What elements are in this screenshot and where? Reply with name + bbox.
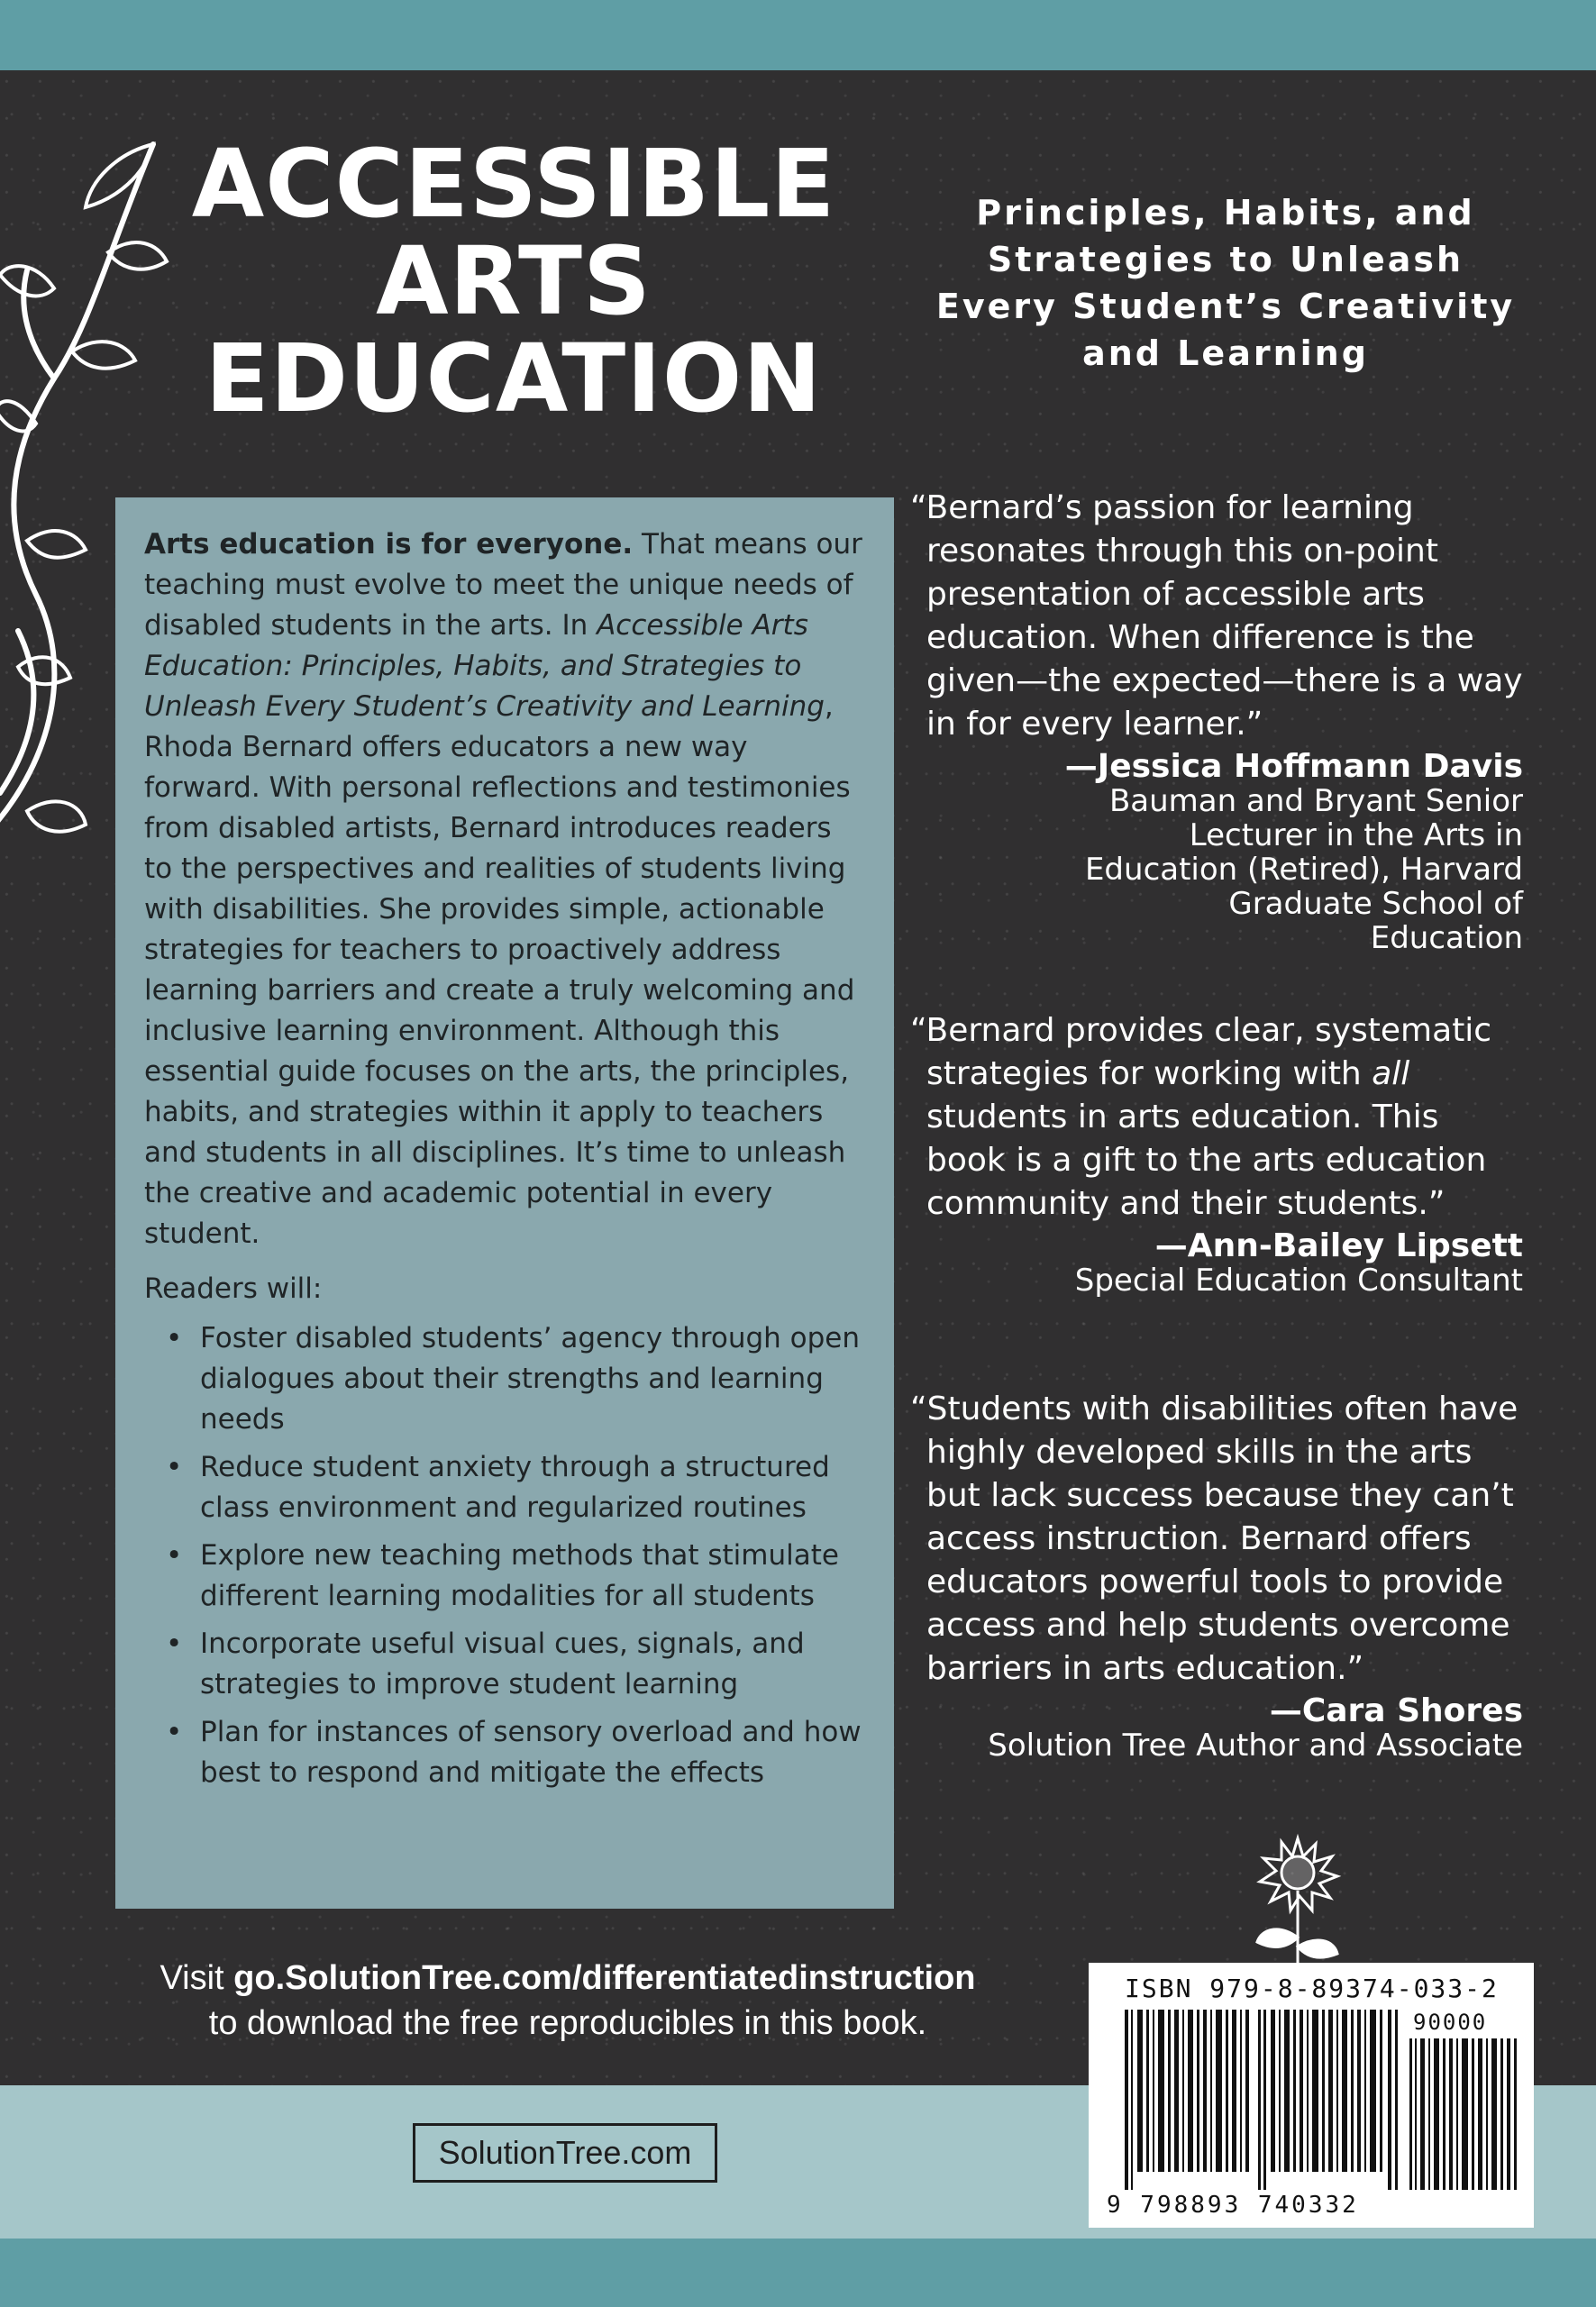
endorsement-text: “Bernard’s passion for learning resonates through this on-point presentation of accessible arts education. When difference is the given—the expected—there is a way in for every learner.” [910,489,1523,743]
endorser-name: —Ann-Bailey Lipsett [1154,1227,1523,1264]
list-item: • Plan for instances of sensory overload and how best to respond and mitigate the effects [144,1712,865,1793]
book-title [117,129,910,433]
visit-prefix: Visit [160,1959,234,1997]
ean-number: 9 798893 740332 [1107,2192,1359,2219]
title-line-1: ACCESSIBLE [191,129,836,239]
endorsement-attribution [910,1694,1523,1763]
endorser-role: Special Education Consultant [1074,1263,1523,1299]
endorsement-2 [910,1009,1523,1298]
sunflower-logo-icon [1244,1829,1352,1974]
endorsement-text-after: students in arts education. This book is a gift to the arts education community and their students.” [926,1099,1487,1222]
reproducibles-link[interactable]: go.SolutionTree.com/differentiatedinstruction [233,1959,976,1997]
price-barcode-bars-icon [1409,2038,1519,2190]
endorser-name: —Cara Shores [1269,1692,1523,1729]
endorsement-3 [910,1388,1523,1763]
endorsement-text-emphasis: all [1372,1055,1410,1092]
subtitle-line-3: Every Student’s Creativity [935,287,1516,326]
visit-line-2: to download the free reproducibles in this book. [208,2004,927,2042]
list-item: • Incorporate useful visual cues, signals, and strategies to improve student learning [144,1624,865,1705]
subtitle-line-2: Strategies to Unleash [987,240,1464,279]
description-paragraph [144,524,865,1254]
endorser-role: Bauman and Bryant Senior Lecturer in the Arts in Education (Retired), Harvard Graduate School of Education [1084,783,1523,956]
description-lead: Arts education is for everyone. [144,528,634,561]
price-code: 90000 [1413,2010,1488,2035]
bottom-edge-strip [0,2239,1596,2307]
title-line-3: EDUCATION [205,324,823,433]
readers-bullet-list [144,1318,865,1793]
description-book-title: Accessible Arts Education: Principles, Habits, and Strategies to Unleash Every Student’s Creativity and Learning [144,609,825,723]
isbn-number: ISBN 979-8-89374-033-2 [1125,1974,1499,2003]
list-item: • Foster disabled students’ agency through open dialogues about their strengths and learning needs [144,1318,865,1440]
visit-line-1 [117,1956,1018,2001]
endorsement-text-before: “Bernard provides clear, systematic strategies for working with [910,1012,1492,1092]
website-link[interactable]: SolutionTree.com [413,2123,717,2183]
description-box [115,497,894,1909]
isbn-barcode [1089,1963,1534,2228]
list-item: • Explore new teaching methods that stimulate different learning modalities for all students [144,1536,865,1617]
endorsement-1 [910,487,1523,955]
top-color-band [0,0,1596,70]
endorsement-attribution [910,1229,1523,1298]
description-part-2: , Rhoda Bernard offers educators a new way forward. With personal reflections and testimonies from disabled artists, Bernard introduces readers to the perspectives and realities of students living with disabilities. She provides simple, actionable strategies for teachers to proactively address learning barriers and create a truly welcoming and inclusive learning environment. Although this essential guide focuses on the arts, the principles, habits, and strategies within it apply to teachers and students in all disciplines. It’s time to unleash the creative and academic potential in every student. [144,690,855,1250]
title-line-2: ARTS [376,226,652,336]
endorser-role: Solution Tree Author and Associate [988,1728,1523,1764]
endorsement-text [910,1009,1523,1226]
list-item: • Reduce student anxiety through a structured class environment and regularized routines [144,1447,865,1528]
endorsement-text: “Students with disabilities often have highly developed skills in the arts but lack success because they can’t access instruction. Bernard offers educators powerful tools to provide access and help students overcome barriers in arts education.” [910,1391,1518,1687]
endorsement-attribution [910,750,1523,955]
subtitle-line-1: Principles, Habits, and [976,193,1475,233]
barcode-bars-icon [1125,2010,1402,2190]
visit-reproducibles-note [117,1956,1018,2046]
endorser-name: —Jessica Hoffmann Davis [1064,748,1523,785]
subtitle-line-4: and Learning [1082,333,1369,373]
readers-label: Readers will: [144,1272,323,1305]
description-part-1: That means our teaching must evolve to meet the unique needs of disabled students in the arts. In [144,528,862,642]
book-subtitle [910,189,1541,377]
